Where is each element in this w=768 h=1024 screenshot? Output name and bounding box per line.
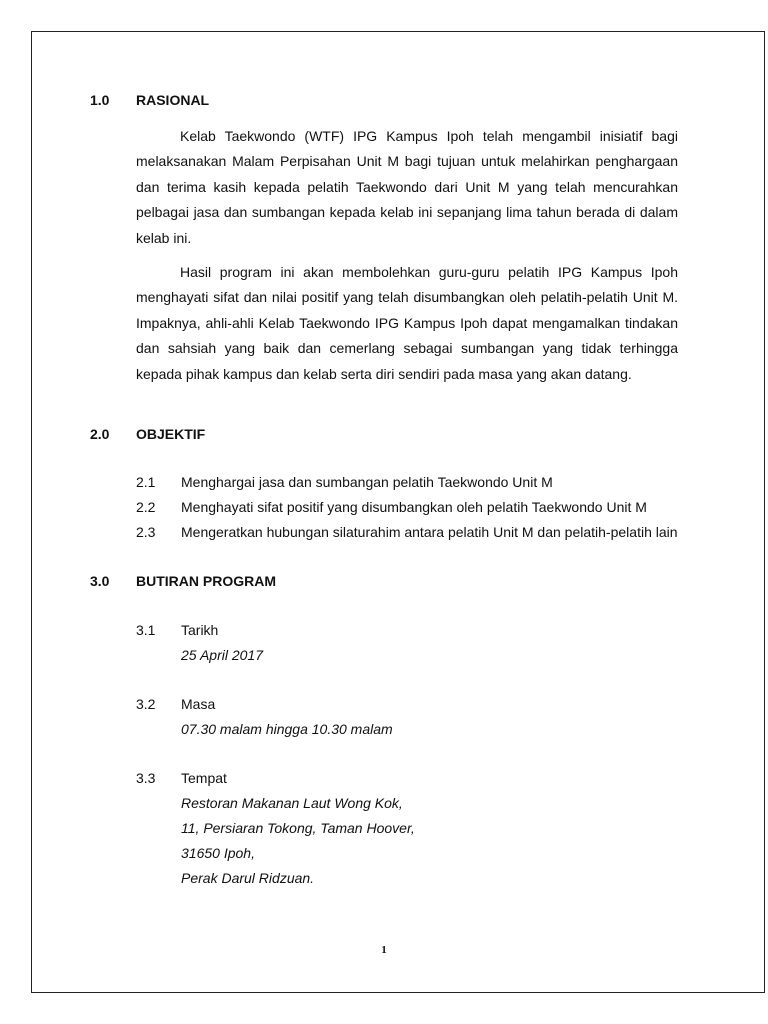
detail-number: 3.1 bbox=[136, 622, 156, 638]
address-line: Restoran Makanan Laut Wong Kok, bbox=[181, 795, 403, 811]
list-item-number: 2.1 bbox=[136, 474, 156, 490]
section-number: 2.0 bbox=[90, 426, 110, 442]
list-item: Mengeratkan hubungan silaturahim antara pelatih Unit M dan pelatih-pelatih lain bbox=[181, 524, 678, 540]
list-item: Menghargai jasa dan sumbangan pelatih Taekwondo Unit M bbox=[181, 474, 553, 490]
list-item-number: 2.3 bbox=[136, 524, 156, 540]
address-line: 31650 Ipoh, bbox=[181, 845, 255, 861]
detail-label: Tempat bbox=[181, 770, 227, 786]
detail-value: 25 April 2017 bbox=[181, 647, 263, 663]
detail-number: 3.3 bbox=[136, 770, 156, 786]
list-item: Menghayati sifat positif yang disumbangkan oleh pelatih Taekwondo Unit M bbox=[181, 499, 647, 515]
page-number: 1 bbox=[381, 944, 387, 956]
section-number: 1.0 bbox=[90, 92, 110, 108]
section-title: OBJEKTIF bbox=[136, 426, 206, 442]
section-title: RASIONAL bbox=[136, 92, 210, 108]
paragraph: Kelab Taekwondo (WTF) IPG Kampus Ipoh telah mengambil inisiatif bagi melaksanakan Malam Perpisahan Unit M bagi tujuan untuk melahirkan penghargaan dan terima kasih kepada pelatih Taekwondo dari Unit M yang telah mencurahkan pelbagai jasa dan sumbangan kepada kelab ini sepanjang lima tahun berada di dalam kelab ini. bbox=[136, 128, 678, 246]
list-item-number: 2.2 bbox=[136, 499, 156, 515]
section-title: BUTIRAN PROGRAM bbox=[136, 573, 276, 589]
paragraph: Hasil program ini akan membolehkan guru-guru pelatih IPG Kampus Ipoh menghayati sifat dan nilai positif yang telah disumbangkan oleh pelatih-pelatih Unit M. Impaknya, ahli-ahli Kelab Taekwondo IPG Kampus Ipoh dapat mengamalkan tindakan dan sahsiah yang baik dan cemerlang sebagai sumbangan yang tidak terhingga kepada pihak kampus dan kelab serta diri sendiri pada masa yang akan datang. bbox=[136, 264, 678, 382]
detail-label: Masa bbox=[181, 696, 216, 712]
address-line: Perak Darul Ridzuan. bbox=[181, 870, 315, 886]
detail-number: 3.2 bbox=[136, 696, 156, 712]
address-line: 11, Persiaran Tokong, Taman Hoover, bbox=[181, 820, 415, 836]
detail-label: Tarikh bbox=[181, 622, 219, 638]
detail-value: 07.30 malam hingga 10.30 malam bbox=[181, 721, 393, 737]
section-number: 3.0 bbox=[90, 573, 110, 589]
